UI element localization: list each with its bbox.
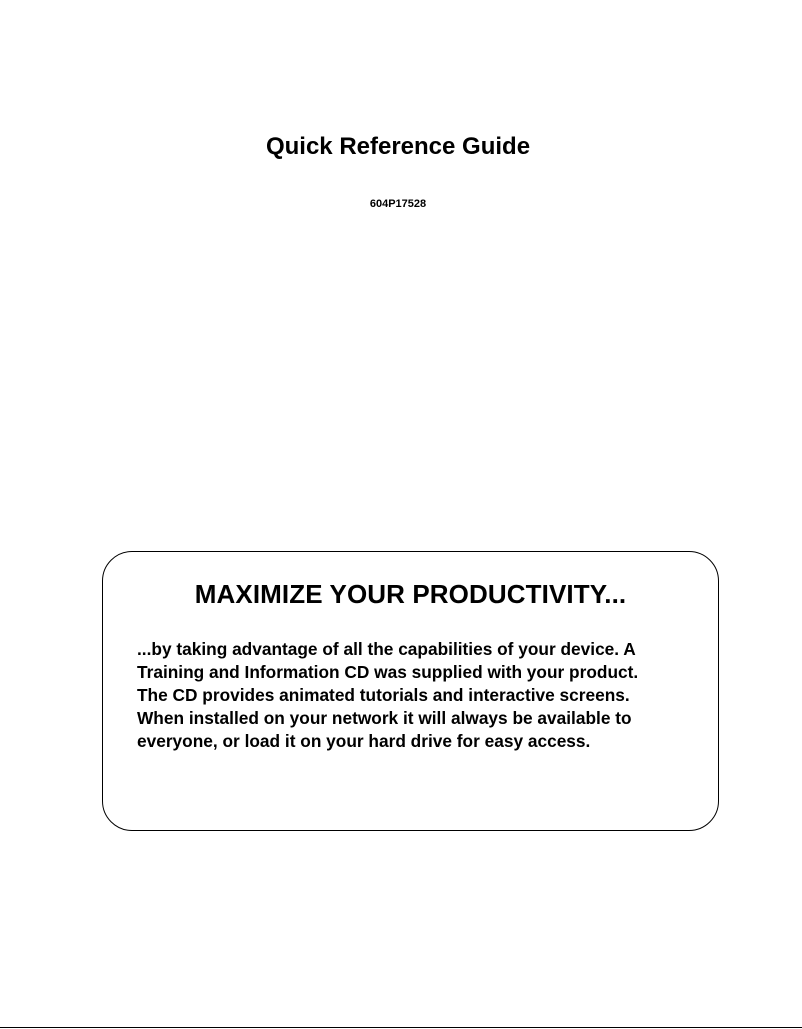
- promo-body-line: Training and Information CD was supplied with your product.: [137, 662, 639, 682]
- page-bottom-rule: [0, 1027, 802, 1028]
- part-number: 604P17528: [369, 198, 427, 210]
- page-title: Quick Reference Guide: [265, 133, 531, 160]
- promo-body: [137, 638, 697, 753]
- promo-body-line: When installed on your network it will always be available to: [137, 708, 632, 728]
- promo-body-line: everyone, or load it on your hard drive for easy access.: [137, 731, 591, 751]
- promo-heading: MAXIMIZE YOUR PRODUCTIVITY...: [194, 579, 627, 609]
- promo-body-line: The CD provides animated tutorials and interactive screens.: [137, 685, 630, 705]
- promo-body-line: ...by taking advantage of all the capabilities of your device. A: [137, 639, 636, 659]
- promo-box: [102, 551, 719, 831]
